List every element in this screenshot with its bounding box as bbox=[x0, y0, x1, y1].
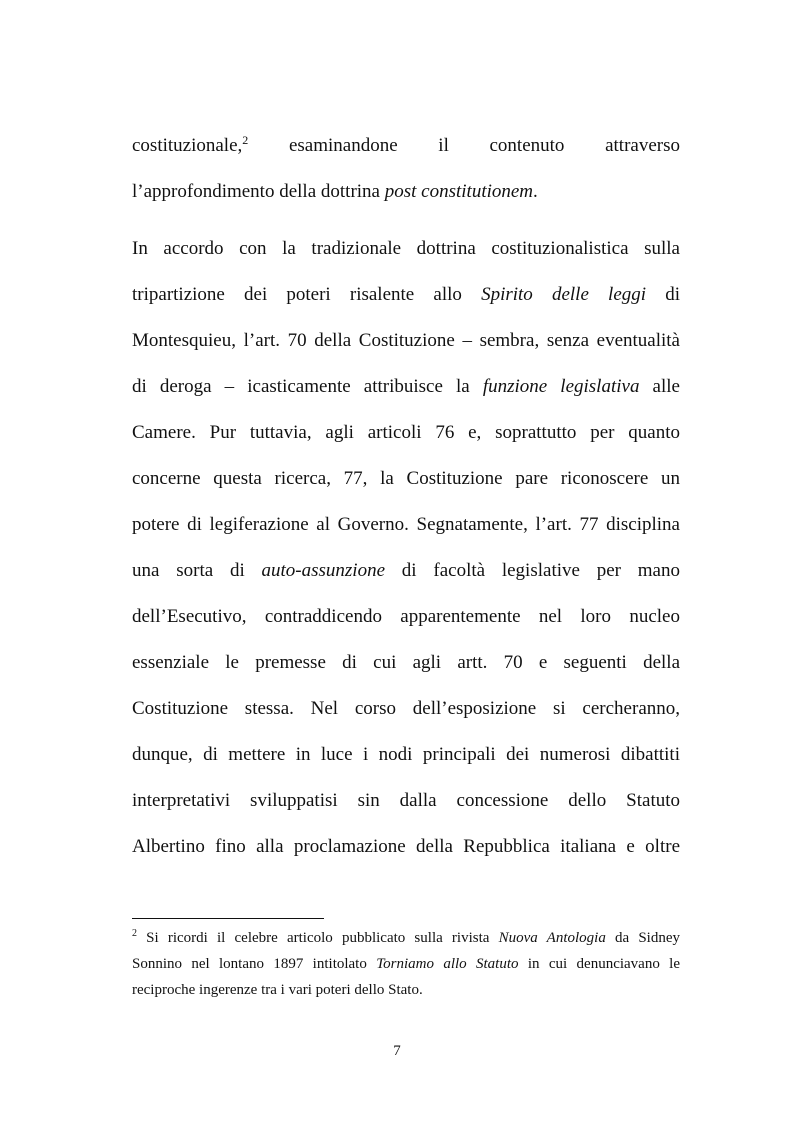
body-line-4: tripartizione dei poteri risalente allo Spirito delle leggi di bbox=[132, 284, 680, 305]
body-line-13: Costituzione stessa. Nel corso dell’esposizione si cercheranno, bbox=[132, 698, 680, 719]
body-line-5: Montesquieu, l’art. 70 della Costituzione – sembra, senza eventualità bbox=[132, 330, 680, 351]
body-line-8: concerne questa ricerca, 77, la Costituzione pare riconoscere un bbox=[132, 468, 680, 489]
footnote-line-1: $^2$ Si ricordi il celebre articolo pubblicato sulla rivista Nuova Antologia da Sidney bbox=[132, 928, 681, 946]
footnote-line-2: Sonnino nel lontano 1897 intitolato Torniamo allo Statuto in cui denunciavano le bbox=[132, 956, 681, 972]
body-line-1: costituzionale,$^2$ esaminandone il contenuto attraverso bbox=[132, 133, 680, 156]
body-line-12: essenziale le premesse di cui agli artt. 70 e seguenti della bbox=[132, 652, 680, 673]
body-line-15: interpretativi sviluppatisi sin dalla concessione dello Statuto bbox=[132, 790, 680, 811]
footnote-line-3: reciproche ingerenze tra i vari poteri dello Stato. bbox=[132, 982, 423, 998]
body-line-6: di deroga – icasticamente attribuisce la funzione legislativa alle bbox=[132, 376, 680, 397]
body-line-7: Camere. Pur tuttavia, agli articoli 76 e, soprattutto per quanto bbox=[132, 422, 680, 443]
body-line-9: potere di legiferazione al Governo. Segnatamente, l’art. 77 disciplina bbox=[132, 514, 680, 535]
footnote-ref-2: 2 bbox=[242, 133, 249, 147]
body-line-16: Albertino fino alla proclamazione della Repubblica italiana e oltre bbox=[132, 836, 680, 857]
page-number: 7 bbox=[393, 1043, 401, 1059]
footnote-separator bbox=[132, 918, 324, 919]
body-line-10: una sorta di auto-assunzione di facoltà legislative per mano bbox=[132, 560, 680, 581]
footnote-number: 2 bbox=[132, 928, 137, 939]
body-line-11: dell’Esecutivo, contraddicendo apparentemente nel loro nucleo bbox=[132, 606, 680, 627]
body-line-3: In accordo con la tradizionale dottrina costituzionalistica sulla bbox=[132, 238, 680, 259]
body-line-14: dunque, di mettere in luce i nodi principali dei numerosi dibattiti bbox=[132, 744, 680, 765]
body-line-2: l’approfondimento della dottrina post constitutionem. bbox=[132, 181, 538, 202]
